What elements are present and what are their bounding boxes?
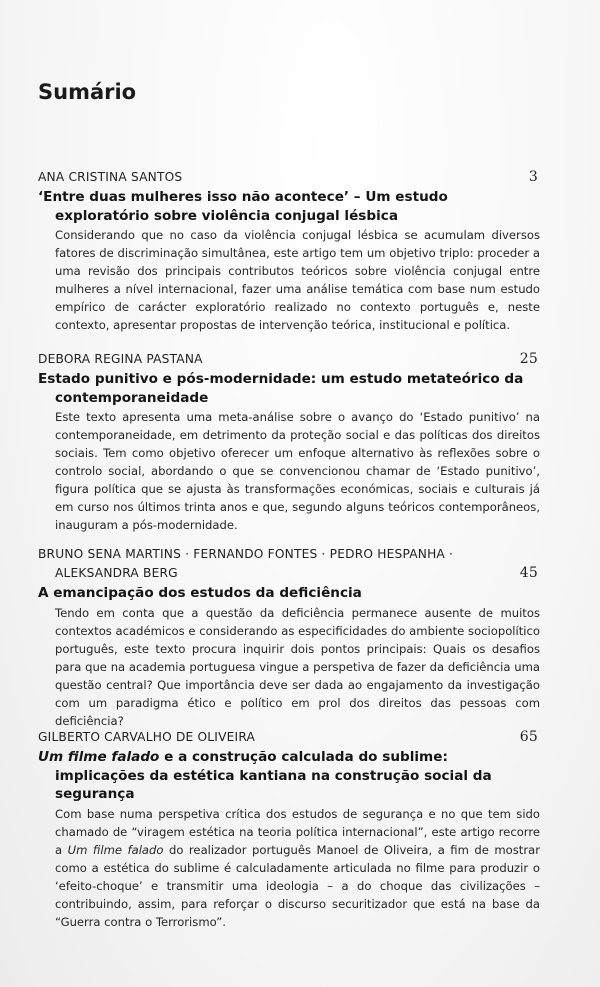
entry-abstract-film-title: Um filme falado [67,842,164,857]
entry-author-row [38,168,540,187]
entry-abstract: Considerando que no caso da violência conjugal lésbica se acumulam diversos fatores de discriminação simultânea, este artigo tem um objetivo triplo: proceder a uma revisão dos principais contributos teóricos sobre violência conjugal entre mulheres a nível internacional, fazer uma análise temática com base num estudo empírico de carácter exploratório realizado no contexto português e, neste contexto, apresentar propostas de intervenção teórica, institucional e política. [55,228,540,332]
entry-abstract-part: Com base numa perspetiva crítica dos estudos de segurança e no que tem sido chamado de “viragem estética na teoria política internacional”, este artigo recorre a [55,806,540,857]
entry-title[interactable] [38,748,540,804]
entry-page-number[interactable]: 65 [519,729,538,745]
entry-title[interactable]: ‘Entre duas mulheres isso não acontece’ – Um estudo exploratório sobre violência conjugal lésbica [38,189,448,224]
entry-abstract: Este texto apresenta uma meta-análise sobre o avanço do ‘Estado punitivo’ na contemporaneidade, em detrimento da proteção social e das políticas dos direitos sociais. Tem como objetivo oferecer um enfoque alternativo às reflexões sobre o controlo social, abordando o que se convencionou chamar de ‘Estado punitivo’, figura política que se ajusta às transformações económicas, sociais e culturais já em curso nos últimos trinta anos e que, segundo alguns teóricos contemporâneos, inauguram a pós-modernidade. [55,410,540,532]
entry-author-row [38,545,540,583]
entry-authors-continued: ALEKSANDRA BERG [55,566,178,580]
toc-entry [38,545,540,730]
entry-abstract [38,805,540,931]
entry-abstract: Tendo em conta que a questão da deficiência permanece ausente de muitos contextos académicos e considerando as especificidades do ambiente sociopolítico português, este texto procura inquirir dois pontos principais: Quais os desafios para que na academia portuguesa vingue a perspetiva de fazer da deficiência uma questão central? Que importância deve ser dada ao engajamento da investigação com um paradigma ético e político em prol dos direitos das pessoas com deficiência? [55,605,540,728]
page-title: Sumário [38,80,137,104]
entry-page-number[interactable]: 45 [519,565,538,581]
entry-title[interactable]: Estado punitivo e pós-modernidade: um estudo metateórico da contemporaneidade [38,371,524,406]
entry-title[interactable]: A emancipação dos estudos da deficiência [38,585,362,601]
toc-entry [38,168,540,334]
entry-authors: ANA CRISTINA SANTOS [38,170,183,184]
toc-entry [38,350,540,534]
entry-page-number[interactable]: 3 [528,169,538,185]
entry-abstract-part: do realizador português Manoel de Oliveira, a fim de mostrar como a estética do sublime é calculadamente articulada no filme para produzir o ‘efeito-choque’ e transmitir uma ideologia – a do choque das civilizações – contribuindo, assim, para reforçar o discurso securitizador que está na base da “Guerra contra o Terrorismo”. [55,842,540,929]
entry-title-rest: e a construção calculada do sublime: implicações da estética kantiana na construção social da segurança [55,749,492,802]
entry-page-number[interactable]: 25 [519,351,538,367]
entry-author-row [38,728,540,747]
entry-author-row [38,350,540,369]
entry-authors: DEBORA REGINA PASTANA [38,352,203,366]
toc-entry [38,728,540,931]
entry-authors: GILBERTO CARVALHO DE OLIVEIRA [38,730,256,744]
entry-authors: BRUNO SENA MARTINS · FERNANDO FONTES · PEDRO HESPANHA · [38,547,454,561]
entry-title-italic: Um filme falado [38,749,160,765]
